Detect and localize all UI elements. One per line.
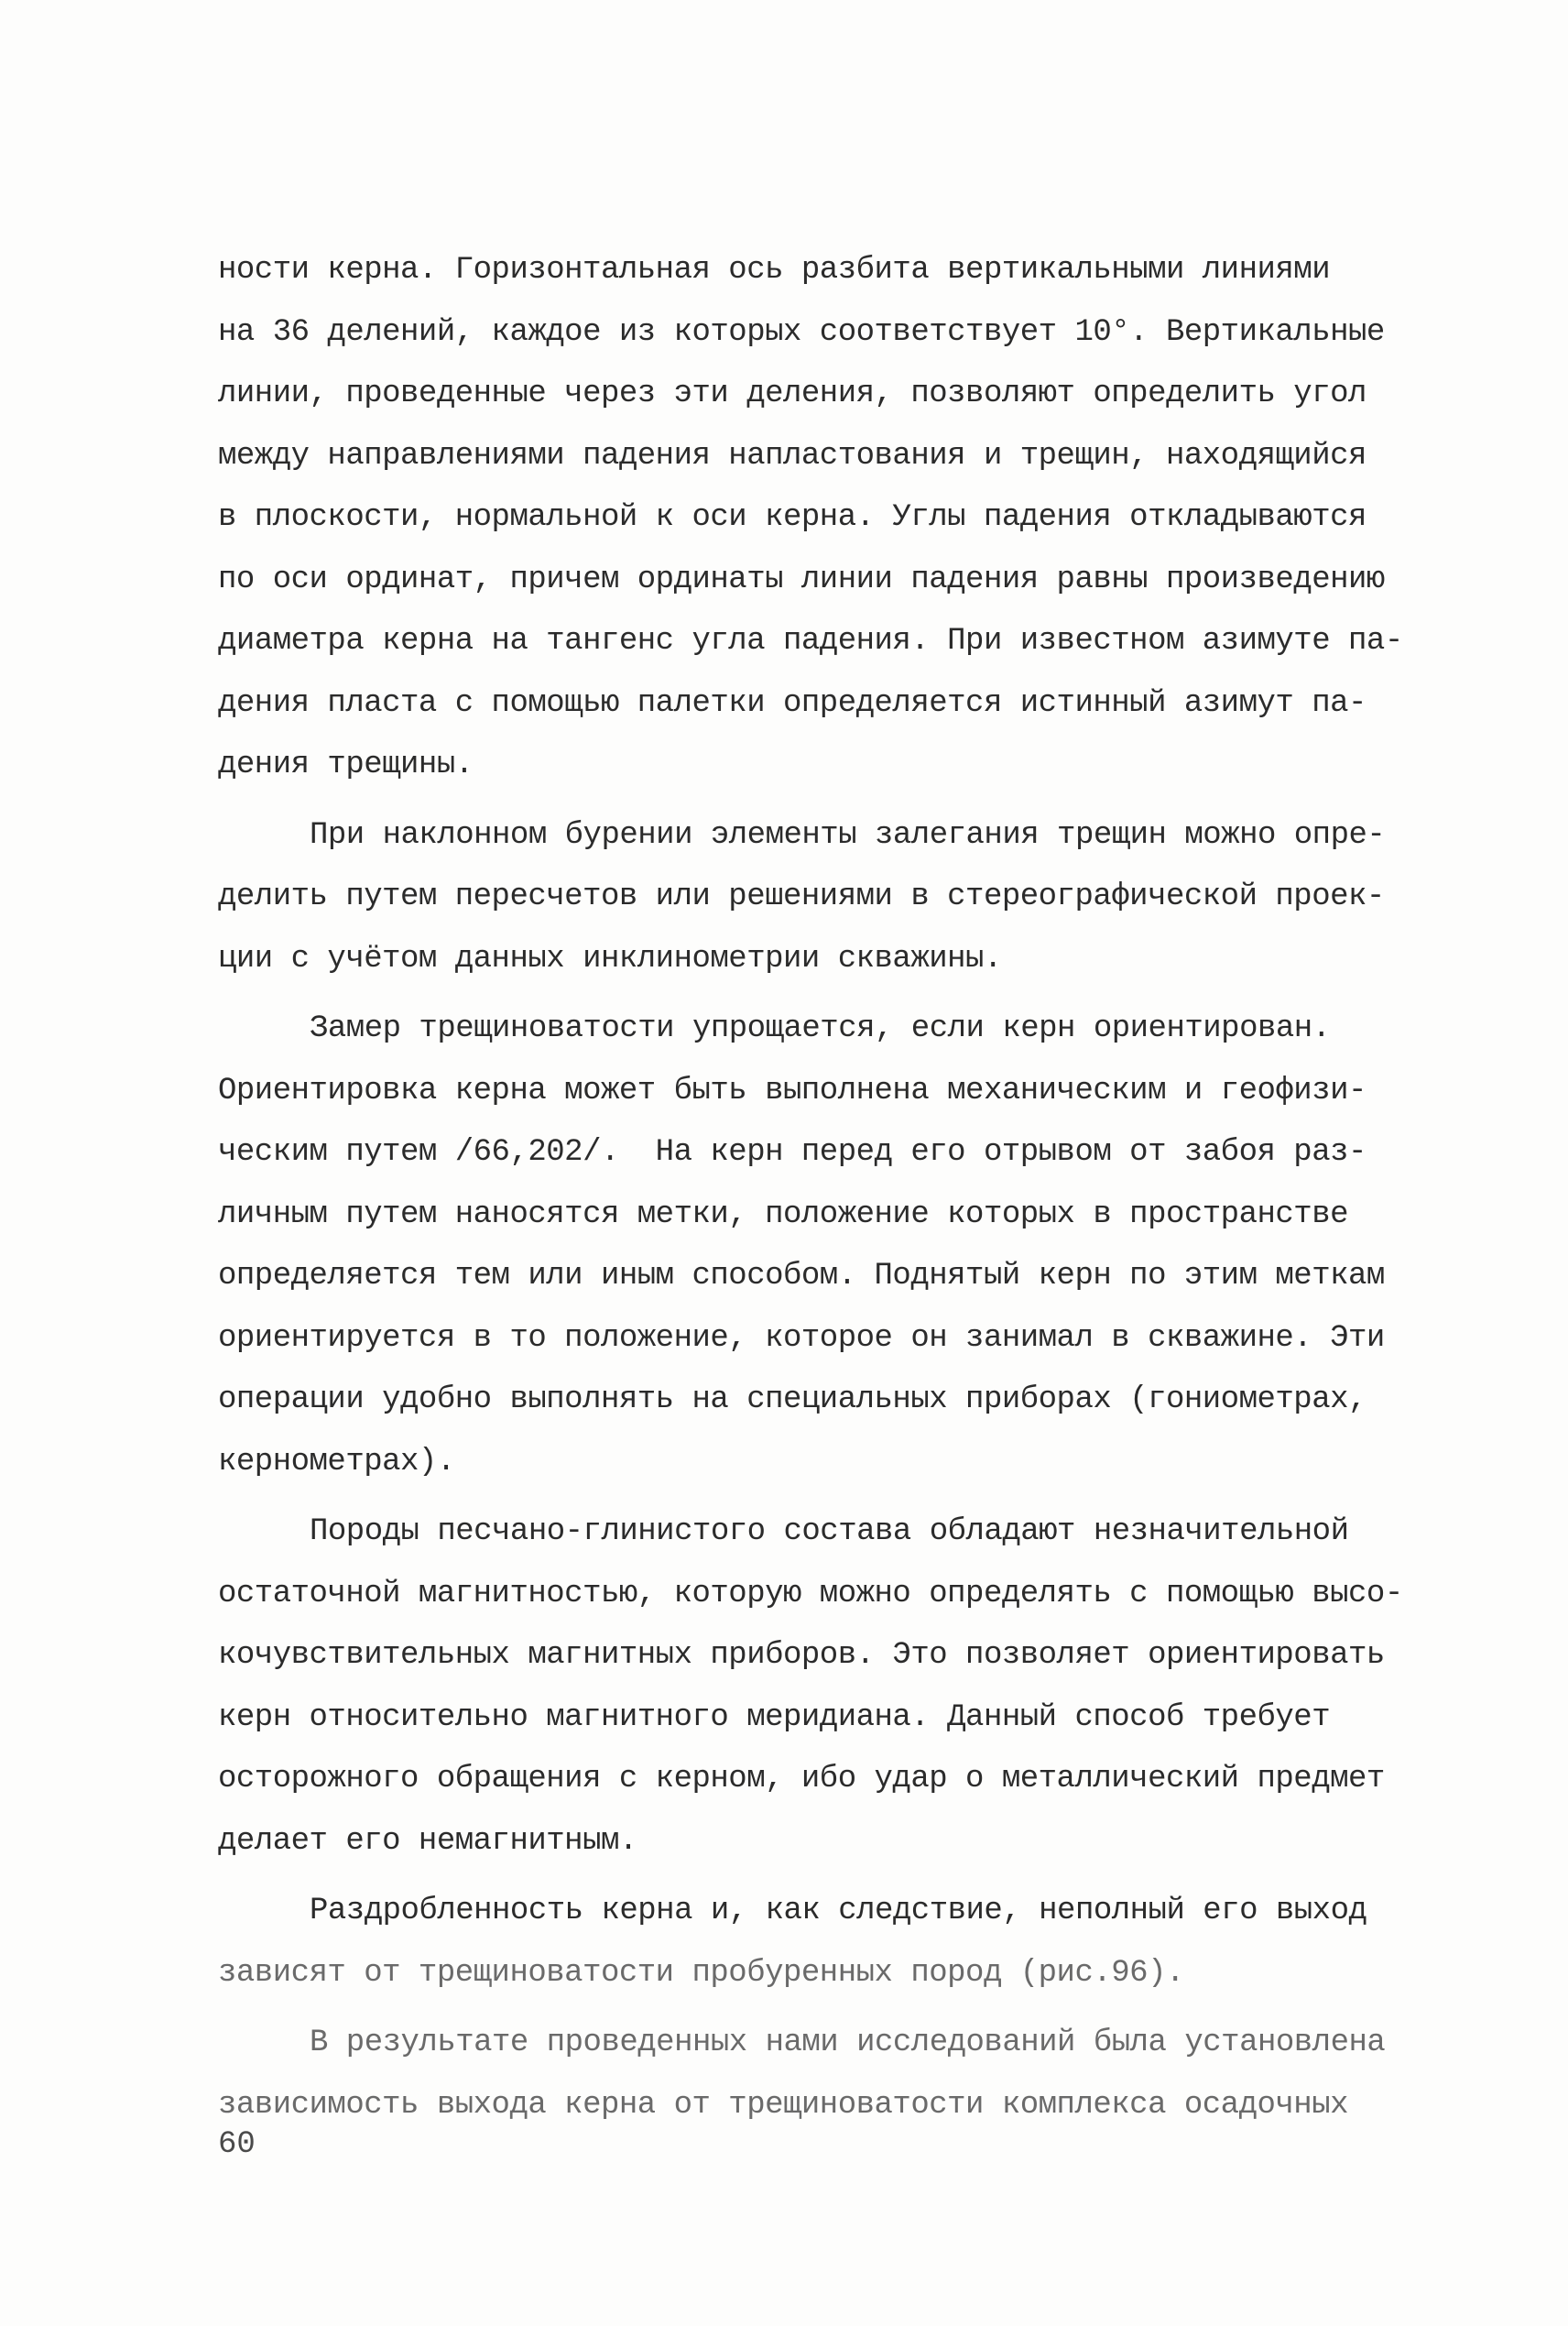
text-line: В результате проведенных нами исследований была установлена — [310, 2026, 1386, 2060]
text-line: личным путем наносятся метки, положение которых в пространстве — [218, 1196, 1349, 1232]
text-line: линии, проведенные через эти деления, позволяют определить угол — [218, 377, 1367, 411]
text-line: осторожного обращения с керном, ибо удар о металлический предмет — [218, 1762, 1385, 1796]
text-line: по оси ординат, причем ординаты линии падения равны произведению — [218, 562, 1385, 597]
body-text — [218, 240, 1403, 2136]
text-line: в плоскости, нормальной к оси керна. Углы падения откладываются — [218, 500, 1367, 535]
text-line: дения трещины. — [218, 748, 474, 782]
text-line: ции с учётом данных инклинометрии скважины. — [218, 941, 1002, 977]
text-line: зависимость выхода керна от трещиноватости комплекса осадочных — [218, 2087, 1349, 2123]
text-line: остаточной магнитностью, которую можно определять с помощью высо- — [218, 1576, 1403, 1611]
text-line: кернометрах). — [218, 1444, 455, 1480]
text-line: Породы песчано-глинистого состава обладают незначительной — [310, 1514, 1349, 1549]
text-line: определяется тем или иным способом. Поднятый керн по этим меткам — [218, 1259, 1385, 1294]
text-line: Раздробленность керна и, как следствие, неполный его выход — [310, 1894, 1367, 1928]
text-line: Ориентировка керна может быть выполнена механическим и геофизи- — [218, 1073, 1367, 1108]
text-line: между направлениями падения напластования и трещин, находящийся — [218, 438, 1367, 474]
page-number: 60 — [218, 2127, 256, 2162]
text-line: дения пласта с помощью палетки определяется истинный азимут па- — [218, 685, 1367, 721]
text-line: Замер трещиноватости упрощается, если керн ориентирован. — [310, 1011, 1331, 1046]
text-line: на 36 делений, каждое из которых соответствует 10°. Вертикальные — [218, 314, 1385, 350]
text-line: ности керна. Горизонтальная ось разбита вертикальными линиями — [218, 253, 1331, 288]
text-line: операции удобно выполнять на специальных приборах (гониометрах, — [218, 1382, 1367, 1417]
text-line: ориентируется в то положение, которое он занимал в скважине. Эти — [218, 1320, 1385, 1356]
text-line: делает его немагнитным. — [218, 1823, 637, 1859]
text-line: ческим путем /66,202/. На керн перед его отрывом от забоя раз- — [218, 1135, 1367, 1170]
text-line: При наклонном бурении элементы залегания трещин можно опре- — [310, 817, 1386, 853]
text-line: зависят от трещиноватости пробуренных пород (рис.96). — [218, 1955, 1184, 1991]
text-line: керн относительно магнитного меридиана. Данный способ требует — [218, 1699, 1331, 1735]
text-line: кочувствительных магнитных приборов. Это позволяет ориентировать — [218, 1638, 1385, 1673]
text-line: делить путем пересчетов или решениями в стереографической проек- — [218, 879, 1385, 914]
text-line: диаметра керна на тангенс угла падения. При известном азимуте па- — [218, 624, 1403, 659]
